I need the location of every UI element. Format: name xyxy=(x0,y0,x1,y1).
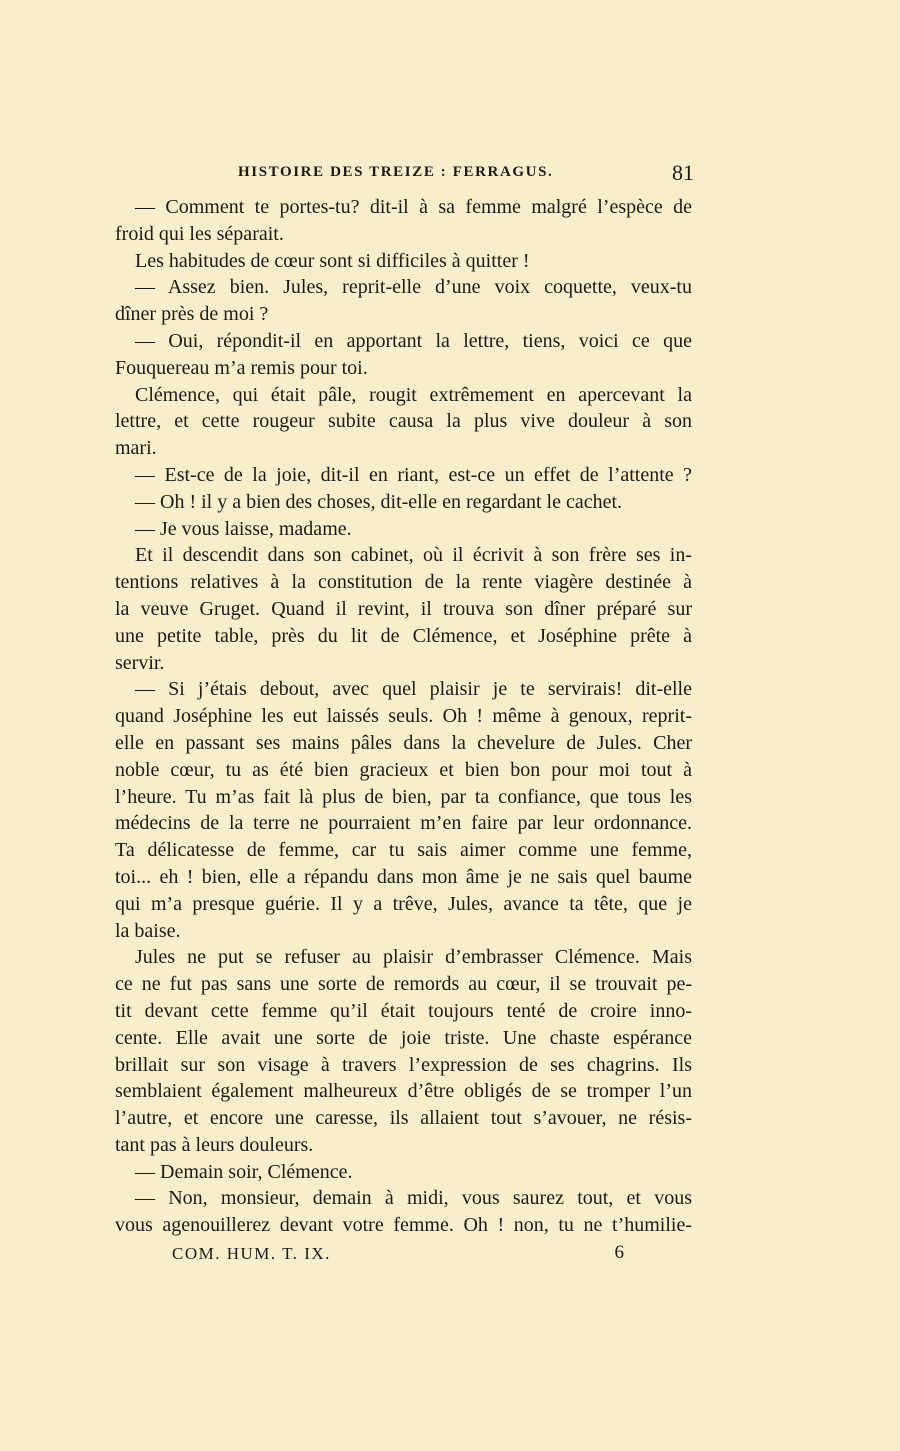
text-line: une petite table, près du lit de Clémence, et Joséphine prête à xyxy=(115,624,692,647)
text-line: tentions relatives à la constitution de la rente viagère destinée à xyxy=(115,571,692,594)
text-line: l’autre, et encore une caresse, ils allaient tout s’avouer, ne résis- xyxy=(115,1107,692,1130)
text-line: tant pas à leurs douleurs. xyxy=(115,1133,314,1156)
sheet-number: 6 xyxy=(614,1242,624,1263)
text-line: l’heure. Tu m’as fait là plus de bien, par ta confiance, que tous les xyxy=(115,785,692,808)
text-line: noble cœur, tu as été bien gracieux et bien bon pour moi tout à xyxy=(115,758,692,781)
text-line: Clémence, qui était pâle, rougit extrêmement en apercevant la xyxy=(135,383,692,406)
text-line: — Oui, répondit-il en apportant la lettre, tiens, voici ce que xyxy=(135,329,692,352)
text-line: vous agenouillerez devant votre femme. Oh ! non, tu ne t’humilie- xyxy=(115,1214,692,1237)
text-line: froid qui les séparait. xyxy=(115,222,284,245)
text-line: — Demain soir, Clémence. xyxy=(135,1160,353,1183)
text-line: — Non, monsieur, demain à midi, vous saurez tout, et vous xyxy=(135,1187,692,1210)
text-line: qui m’a presque guérie. Il y a trêve, Jules, avance ta tête, que je xyxy=(115,892,692,915)
body-text xyxy=(115,194,692,1239)
text-line: la baise. xyxy=(115,919,181,942)
text-line: quand Joséphine les eut laissés seuls. Oh ! même à genoux, reprit- xyxy=(115,705,692,728)
text-line: médecins de la terre ne pourraient m’en faire par leur ordonnance. xyxy=(115,812,692,835)
text-line: — Oh ! il y a bien des choses, dit-elle en regardant le cachet. xyxy=(135,490,623,513)
text-line: — Si j’étais debout, avec quel plaisir je te servirais! dit-elle xyxy=(135,678,692,701)
page-number: 81 xyxy=(672,160,694,185)
running-header xyxy=(238,160,694,188)
text-line: servir. xyxy=(115,651,165,674)
page-footer xyxy=(172,1242,624,1268)
text-line: Les habitudes de cœur sont si difficiles à quitter ! xyxy=(135,249,530,272)
text-line: — Je vous laisse, madame. xyxy=(135,517,352,540)
text-line: cente. Elle avait une sorte de joie triste. Une chaste espérance xyxy=(115,1026,692,1049)
text-line: semblaient également malheureux d’être obligés de se tromper l’un xyxy=(115,1080,692,1103)
text-line: brillait sur son visage à travers l’expression de ses chagrins. Ils xyxy=(115,1053,692,1076)
text-line: Fouquereau m’a remis pour toi. xyxy=(115,356,368,379)
text-line: — Assez bien. Jules, reprit-elle d’une voix coquette, veux-tu xyxy=(135,276,692,299)
text-line: mari. xyxy=(115,437,157,460)
text-line: Ta délicatesse de femme, car tu sais aimer comme une femme, xyxy=(115,839,692,862)
text-line: lettre, et cette rougeur subite causa la plus vive douleur à son xyxy=(115,410,692,433)
text-line: Et il descendit dans son cabinet, où il écrivit à son frère ses in- xyxy=(135,544,692,567)
text-line: elle en passant ses mains pâles dans la chevelure de Jules. Cher xyxy=(115,731,692,754)
text-line: ce ne fut pas sans une sorte de remords au cœur, il se trouvait pe- xyxy=(115,973,692,996)
text-line: — Comment te portes-tu? dit-il à sa femme malgré l’espèce de xyxy=(135,196,692,218)
text-line: la veuve Gruget. Quand il revint, il trouva son dîner préparé sur xyxy=(115,597,692,620)
text-line: — Est-ce de la joie, dit-il en riant, est-ce un effet de l’attente ? xyxy=(135,463,692,486)
printer-signature: COM. HUM. T. IX. xyxy=(172,1244,331,1263)
text-line: dîner près de moi ? xyxy=(115,303,269,326)
text-line: toi... eh ! bien, elle a répandu dans mon âme je ne sais quel baume xyxy=(115,865,692,888)
text-line: tit devant cette femme qu’il était toujours tenté de croire inno- xyxy=(115,999,692,1022)
running-title: HISTOIRE DES TREIZE : FERRAGUS. xyxy=(238,164,554,180)
text-line: Jules ne put se refuser au plaisir d’embrasser Clémence. Mais xyxy=(135,946,692,969)
